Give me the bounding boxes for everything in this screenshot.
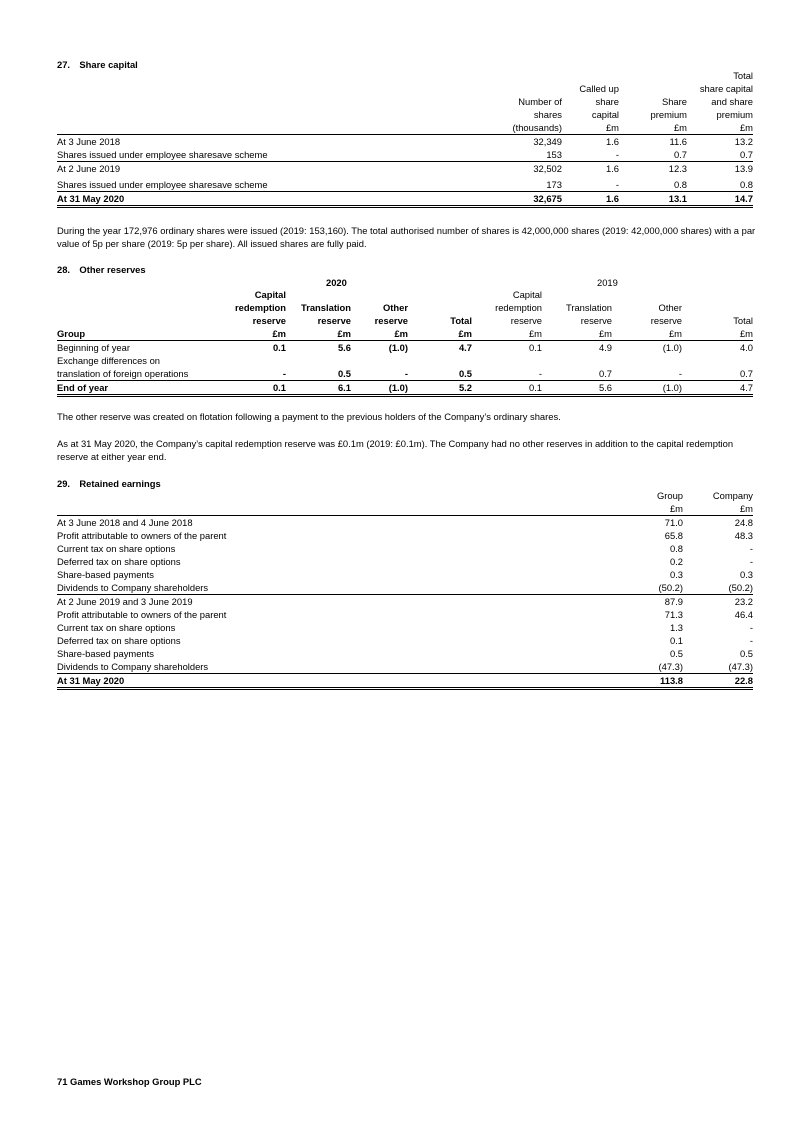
header-cell: £m xyxy=(668,328,682,339)
table-cell: 32,502 xyxy=(533,163,562,174)
table-cell: 11.6 xyxy=(669,136,687,147)
table-cell: 0.3 xyxy=(669,569,683,580)
row-label: End of year xyxy=(57,382,109,393)
table-row xyxy=(57,354,753,367)
row-label: At 31 May 2020 xyxy=(57,675,125,686)
total-row xyxy=(57,381,753,396)
header-cell: reserve xyxy=(650,315,682,326)
table-header-row xyxy=(57,121,753,135)
table-cell: 0.5 xyxy=(669,648,683,659)
table-cell: (50.2) xyxy=(658,582,683,593)
table-cell: 48.3 xyxy=(734,530,753,541)
table-cell: 0.1 xyxy=(272,342,286,353)
header-cell xyxy=(351,288,408,301)
header-cell: £m xyxy=(598,328,612,339)
table-row xyxy=(57,621,753,634)
row-label: Beginning of year xyxy=(57,342,130,353)
header-cell: Capital xyxy=(254,289,286,300)
row-label: Current tax on share options xyxy=(57,543,176,554)
table-cell: 0.7 xyxy=(739,368,753,379)
header-cell: share xyxy=(595,96,619,107)
table-cell: 5.6 xyxy=(598,382,612,393)
row-label: Current tax on share options xyxy=(57,622,176,633)
table-cell: - xyxy=(615,149,619,160)
header-cell xyxy=(286,288,351,301)
row-label: Deferred tax on share options xyxy=(57,556,181,567)
table-cell: 113.8 xyxy=(660,675,683,686)
table-cell: 0.5 xyxy=(337,368,351,379)
table-cell: 0.3 xyxy=(739,569,753,580)
table-cell: (1.0) xyxy=(388,382,408,393)
header-cell: Share xyxy=(661,96,687,107)
table-header-row xyxy=(57,314,753,327)
row-label: At 2 June 2019 and 3 June 2019 xyxy=(57,596,193,607)
table-cell: 6.1 xyxy=(337,382,351,393)
table-cell: - xyxy=(678,368,682,379)
table-row xyxy=(57,175,753,192)
table-header-row xyxy=(57,95,753,108)
row-label: At 31 May 2020 xyxy=(57,193,125,204)
row-label: Deferred tax on share options xyxy=(57,635,181,646)
row-label: At 2 June 2019 xyxy=(57,163,121,174)
table-cell: - xyxy=(282,368,286,379)
table-row xyxy=(57,634,753,647)
table-row xyxy=(57,529,753,542)
header-cell: Number of xyxy=(518,96,562,107)
table-cell: (1.0) xyxy=(388,342,408,353)
header-cell: Other xyxy=(382,302,408,313)
header-cell: reserve xyxy=(252,315,286,326)
table-cell: 24.8 xyxy=(734,517,753,528)
table-cell: 0.8 xyxy=(669,543,683,554)
table-header-row xyxy=(57,502,753,516)
header-cell xyxy=(619,82,687,95)
header-cell: shares xyxy=(533,109,562,120)
table-cell: 153 xyxy=(546,149,562,160)
total-row xyxy=(57,674,753,689)
table-cell: - xyxy=(749,635,753,646)
table-row xyxy=(57,555,753,568)
table-cell: 4.7 xyxy=(739,382,753,393)
table-cell: 13.9 xyxy=(734,163,753,174)
table-header-row xyxy=(57,301,753,314)
table-row xyxy=(57,148,753,162)
year-2019-label: 2019 xyxy=(597,277,618,288)
table-row xyxy=(57,542,753,555)
header-cell xyxy=(408,288,472,301)
table-cell: 0.8 xyxy=(739,179,753,190)
table-cell: 0.5 xyxy=(739,648,753,659)
table-row xyxy=(57,341,753,355)
table-cell: 22.8 xyxy=(734,675,753,686)
header-cell: share capital xyxy=(699,83,753,94)
header-cell: £m xyxy=(394,328,408,339)
header-cell: premium xyxy=(716,109,753,120)
header-cell: Total xyxy=(733,70,753,81)
table-cell: 13.1 xyxy=(668,193,687,204)
header-cell: £m xyxy=(458,328,472,339)
row-label: Shares issued under employee sharesave scheme xyxy=(57,179,268,190)
table-row xyxy=(57,660,753,674)
table-row xyxy=(57,568,753,581)
header-cell xyxy=(619,69,687,82)
table-header-row xyxy=(57,327,753,341)
table-cell: 173 xyxy=(546,179,562,190)
other-reserves-table xyxy=(57,288,753,397)
table-header-row xyxy=(57,69,753,82)
share-capital-heading: 27. Share capital xyxy=(57,59,138,70)
table-cell: (47.3) xyxy=(658,661,683,672)
table-cell: (47.3) xyxy=(728,661,753,672)
header-cell: Group xyxy=(57,328,86,339)
table-header-row xyxy=(57,288,753,301)
row-label: Profit attributable to owners of the parent xyxy=(57,530,227,541)
table-row xyxy=(57,367,753,381)
table-cell: - xyxy=(615,179,619,190)
header-cell xyxy=(682,288,753,301)
table-cell: 71.0 xyxy=(664,517,683,528)
header-cell: premium xyxy=(650,109,687,120)
header-cell xyxy=(542,288,612,301)
header-cell: £m xyxy=(528,328,542,339)
header-cell xyxy=(493,69,562,82)
table-cell: 1.6 xyxy=(605,163,619,174)
header-cell: £m xyxy=(669,503,683,514)
table-cell: 23.2 xyxy=(734,596,753,607)
table-cell: 4.0 xyxy=(739,342,753,353)
row-label: Exchange differences on xyxy=(57,355,161,366)
table-row xyxy=(57,516,753,530)
table-cell: 65.8 xyxy=(664,530,683,541)
header-cell: Called up xyxy=(579,83,619,94)
table-cell: 0.8 xyxy=(673,179,687,190)
retained-earnings-heading: 29. Retained earnings xyxy=(57,478,161,489)
table-cell: 87.9 xyxy=(664,596,683,607)
table-cell: - xyxy=(749,556,753,567)
table-cell: 0.1 xyxy=(272,382,286,393)
header-cell: reserve xyxy=(510,315,542,326)
share-capital-note: During the year 172,976 ordinary shares were issued (2019: 153,160). The total authorised number of shares is 42,000,000 shares (2019: 42,000,000 shares) with a par value of 5p per share (2019: 5p per share). All issued shares are fully paid. xyxy=(57,225,756,249)
table-row xyxy=(57,162,753,176)
table-row xyxy=(57,647,753,660)
table-cell: - xyxy=(538,368,542,379)
header-cell: Capital xyxy=(512,289,542,300)
header-cell: reserve xyxy=(580,315,612,326)
table-cell: 4.9 xyxy=(598,342,612,353)
table-cell: 14.7 xyxy=(734,193,753,204)
year-2020-label: 2020 xyxy=(326,277,347,288)
table-cell: 0.2 xyxy=(669,556,683,567)
header-cell: Other xyxy=(658,302,682,313)
table-cell: 5.6 xyxy=(337,342,351,353)
header-cell: Group xyxy=(656,490,683,501)
row-label: Dividends to Company shareholders xyxy=(57,661,209,672)
header-cell xyxy=(493,82,562,95)
header-cell: Translation xyxy=(565,302,612,313)
table-header-row xyxy=(57,108,753,121)
row-label: Share-based payments xyxy=(57,648,154,659)
table-cell: 46.4 xyxy=(734,609,753,620)
table-cell: 0.7 xyxy=(739,149,753,160)
header-cell: Translation xyxy=(300,302,351,313)
retained-earnings-table xyxy=(57,489,753,690)
other-reserve-note: The other reserve was created on flotation following a payment to the previous holders of the Company’s ordinary shares. xyxy=(57,411,561,422)
header-cell: capital xyxy=(591,109,619,120)
header-cell: £m xyxy=(673,122,687,133)
table-cell: (1.0) xyxy=(662,382,682,393)
header-cell: reserve xyxy=(374,315,408,326)
table-cell: 0.5 xyxy=(458,368,472,379)
table-cell: 4.7 xyxy=(458,342,472,353)
header-cell xyxy=(57,301,229,314)
table-row xyxy=(57,608,753,621)
table-cell: - xyxy=(404,368,408,379)
header-cell: redemption xyxy=(234,302,286,313)
table-cell: (1.0) xyxy=(662,342,682,353)
total-row xyxy=(57,192,753,207)
capital-redemption-note: As at 31 May 2020, the Company’s capital redemption reserve was £0.1m (2019: £0.1m). The Company had no other reserves in addition to the capital redemption reserve at either year end. xyxy=(57,438,734,462)
table-header-row xyxy=(57,82,753,95)
share-capital-table xyxy=(57,69,753,208)
header-cell: redemption xyxy=(495,302,542,313)
row-label: At 3 June 2018 and 4 June 2018 xyxy=(57,517,193,528)
header-cell: reserve xyxy=(317,315,351,326)
header-cell xyxy=(612,288,682,301)
header-cell: £m xyxy=(337,328,351,339)
table-cell: 0.1 xyxy=(528,342,542,353)
header-cell: Total xyxy=(733,315,753,326)
header-cell xyxy=(57,288,229,301)
table-cell: 1.3 xyxy=(669,622,683,633)
table-cell: 71.3 xyxy=(664,609,683,620)
row-label: Share-based payments xyxy=(57,569,154,580)
table-cell: 1.6 xyxy=(605,136,619,147)
table-cell: 0.1 xyxy=(528,382,542,393)
header-cell: (thousands) xyxy=(512,122,562,133)
header-cell: £m xyxy=(739,503,753,514)
header-cell: £m xyxy=(272,328,286,339)
row-label: translation of foreign operations xyxy=(57,368,189,379)
header-cell: Company xyxy=(712,490,753,501)
table-cell: 12.3 xyxy=(668,163,687,174)
header-cell xyxy=(408,301,472,314)
header-cell xyxy=(562,69,619,82)
table-header-row xyxy=(57,489,753,502)
table-row xyxy=(57,135,753,149)
header-cell: £m xyxy=(739,328,753,339)
table-row xyxy=(57,595,753,609)
table-cell: 13.2 xyxy=(734,136,753,147)
table-cell: 1.6 xyxy=(605,193,619,204)
header-cell: £m xyxy=(605,122,619,133)
header-cell: Total xyxy=(450,315,472,326)
table-cell: 32,349 xyxy=(533,136,562,147)
table-cell: 5.2 xyxy=(458,382,472,393)
table-cell: 32,675 xyxy=(533,193,562,204)
table-cell: - xyxy=(749,543,753,554)
table-cell: 0.7 xyxy=(598,368,612,379)
table-cell: 0.1 xyxy=(669,635,683,646)
table-row xyxy=(57,581,753,595)
header-cell xyxy=(682,301,753,314)
row-label: Shares issued under employee sharesave scheme xyxy=(57,149,268,160)
header-cell xyxy=(57,314,229,327)
row-label: Dividends to Company shareholders xyxy=(57,582,209,593)
table-cell: (50.2) xyxy=(728,582,753,593)
row-label: Profit attributable to owners of the parent xyxy=(57,609,227,620)
table-cell: - xyxy=(749,622,753,633)
other-reserves-heading: 28. Other reserves xyxy=(57,264,146,275)
page-footer: 71 Games Workshop Group PLC xyxy=(57,1076,202,1087)
header-cell: £m xyxy=(739,122,753,133)
header-cell: and share xyxy=(711,96,753,107)
row-label: At 3 June 2018 xyxy=(57,136,121,147)
table-cell: 0.7 xyxy=(673,149,687,160)
